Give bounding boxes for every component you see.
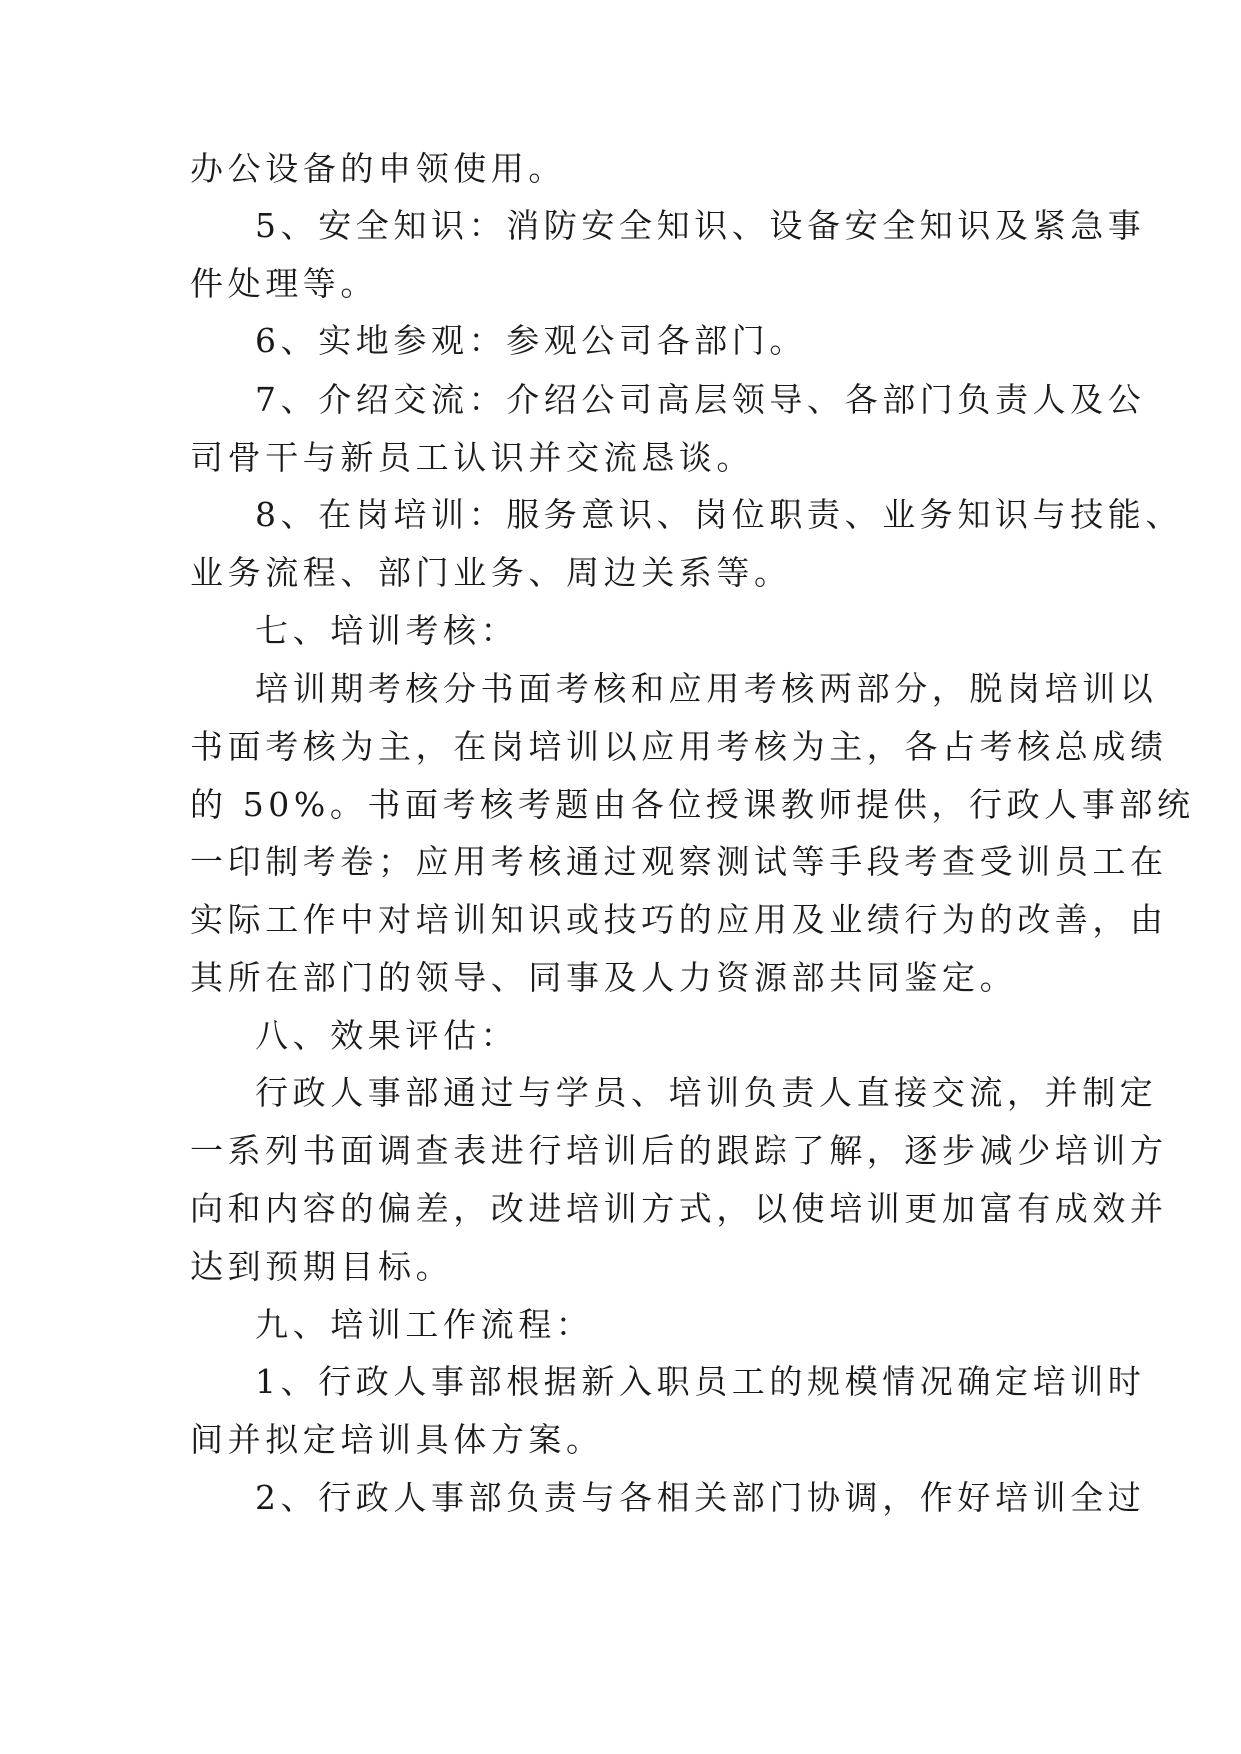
- text-line: 实际工作中对培训知识或技巧的应用及业绩行为的改善，由: [190, 900, 1168, 939]
- text-line: 九、培训工作流程：: [255, 1305, 594, 1344]
- text-line: 书面考核为主，在岗培训以应用考核为主，各占考核总成绩: [190, 727, 1168, 766]
- text-line: 5、安全知识：消防安全知识、设备安全知识及紧急事: [255, 206, 1146, 245]
- text-line: 2、行政人事部负责与各相关部门协调，作好培训全过: [255, 1478, 1146, 1517]
- text-line: 培训期考核分书面考核和应用考核两部分，脱岗培训以: [255, 669, 1158, 708]
- text-line: 其所在部门的领导、同事及人力资源部共同鉴定。: [190, 958, 1018, 997]
- text-line: 一印制考卷；应用考核通过观察测试等手段考查受训员工在: [190, 842, 1168, 881]
- text-line: 办公设备的申领使用。: [190, 149, 566, 188]
- text-line: 8、在岗培训：服务意识、岗位职责、业务知识与技能、: [255, 495, 1183, 534]
- text-line: 七、培训考核：: [255, 611, 519, 650]
- text-line: 的 50%。书面考核考题由各位授课教师提供，行政人事部统: [190, 785, 1195, 824]
- text-line: 6、实地参观：参观公司各部门。: [255, 321, 807, 360]
- text-line: 八、效果评估：: [255, 1016, 519, 1055]
- text-line: 一系列书面调查表进行培训后的跟踪了解，逐步减少培训方: [190, 1131, 1168, 1170]
- text-line: 业务流程、部门业务、周边关系等。: [190, 553, 792, 592]
- text-line: 间并拟定培训具体方案。: [190, 1420, 604, 1459]
- text-line: 行政人事部通过与学员、培训负责人直接交流，并制定: [255, 1073, 1158, 1112]
- text-line: 司骨干与新员工认识并交流恳谈。: [190, 438, 754, 477]
- text-line: 1、行政人事部根据新入职员工的规模情况确定培训时: [255, 1362, 1146, 1401]
- text-line: 达到预期目标。: [190, 1247, 454, 1286]
- text-line: 向和内容的偏差，改进培训方式，以使培训更加富有成效并: [190, 1189, 1168, 1228]
- text-line: 件处理等。: [190, 264, 378, 303]
- text-line: 7、介绍交流：介绍公司高层领导、各部门负责人及公: [255, 380, 1146, 419]
